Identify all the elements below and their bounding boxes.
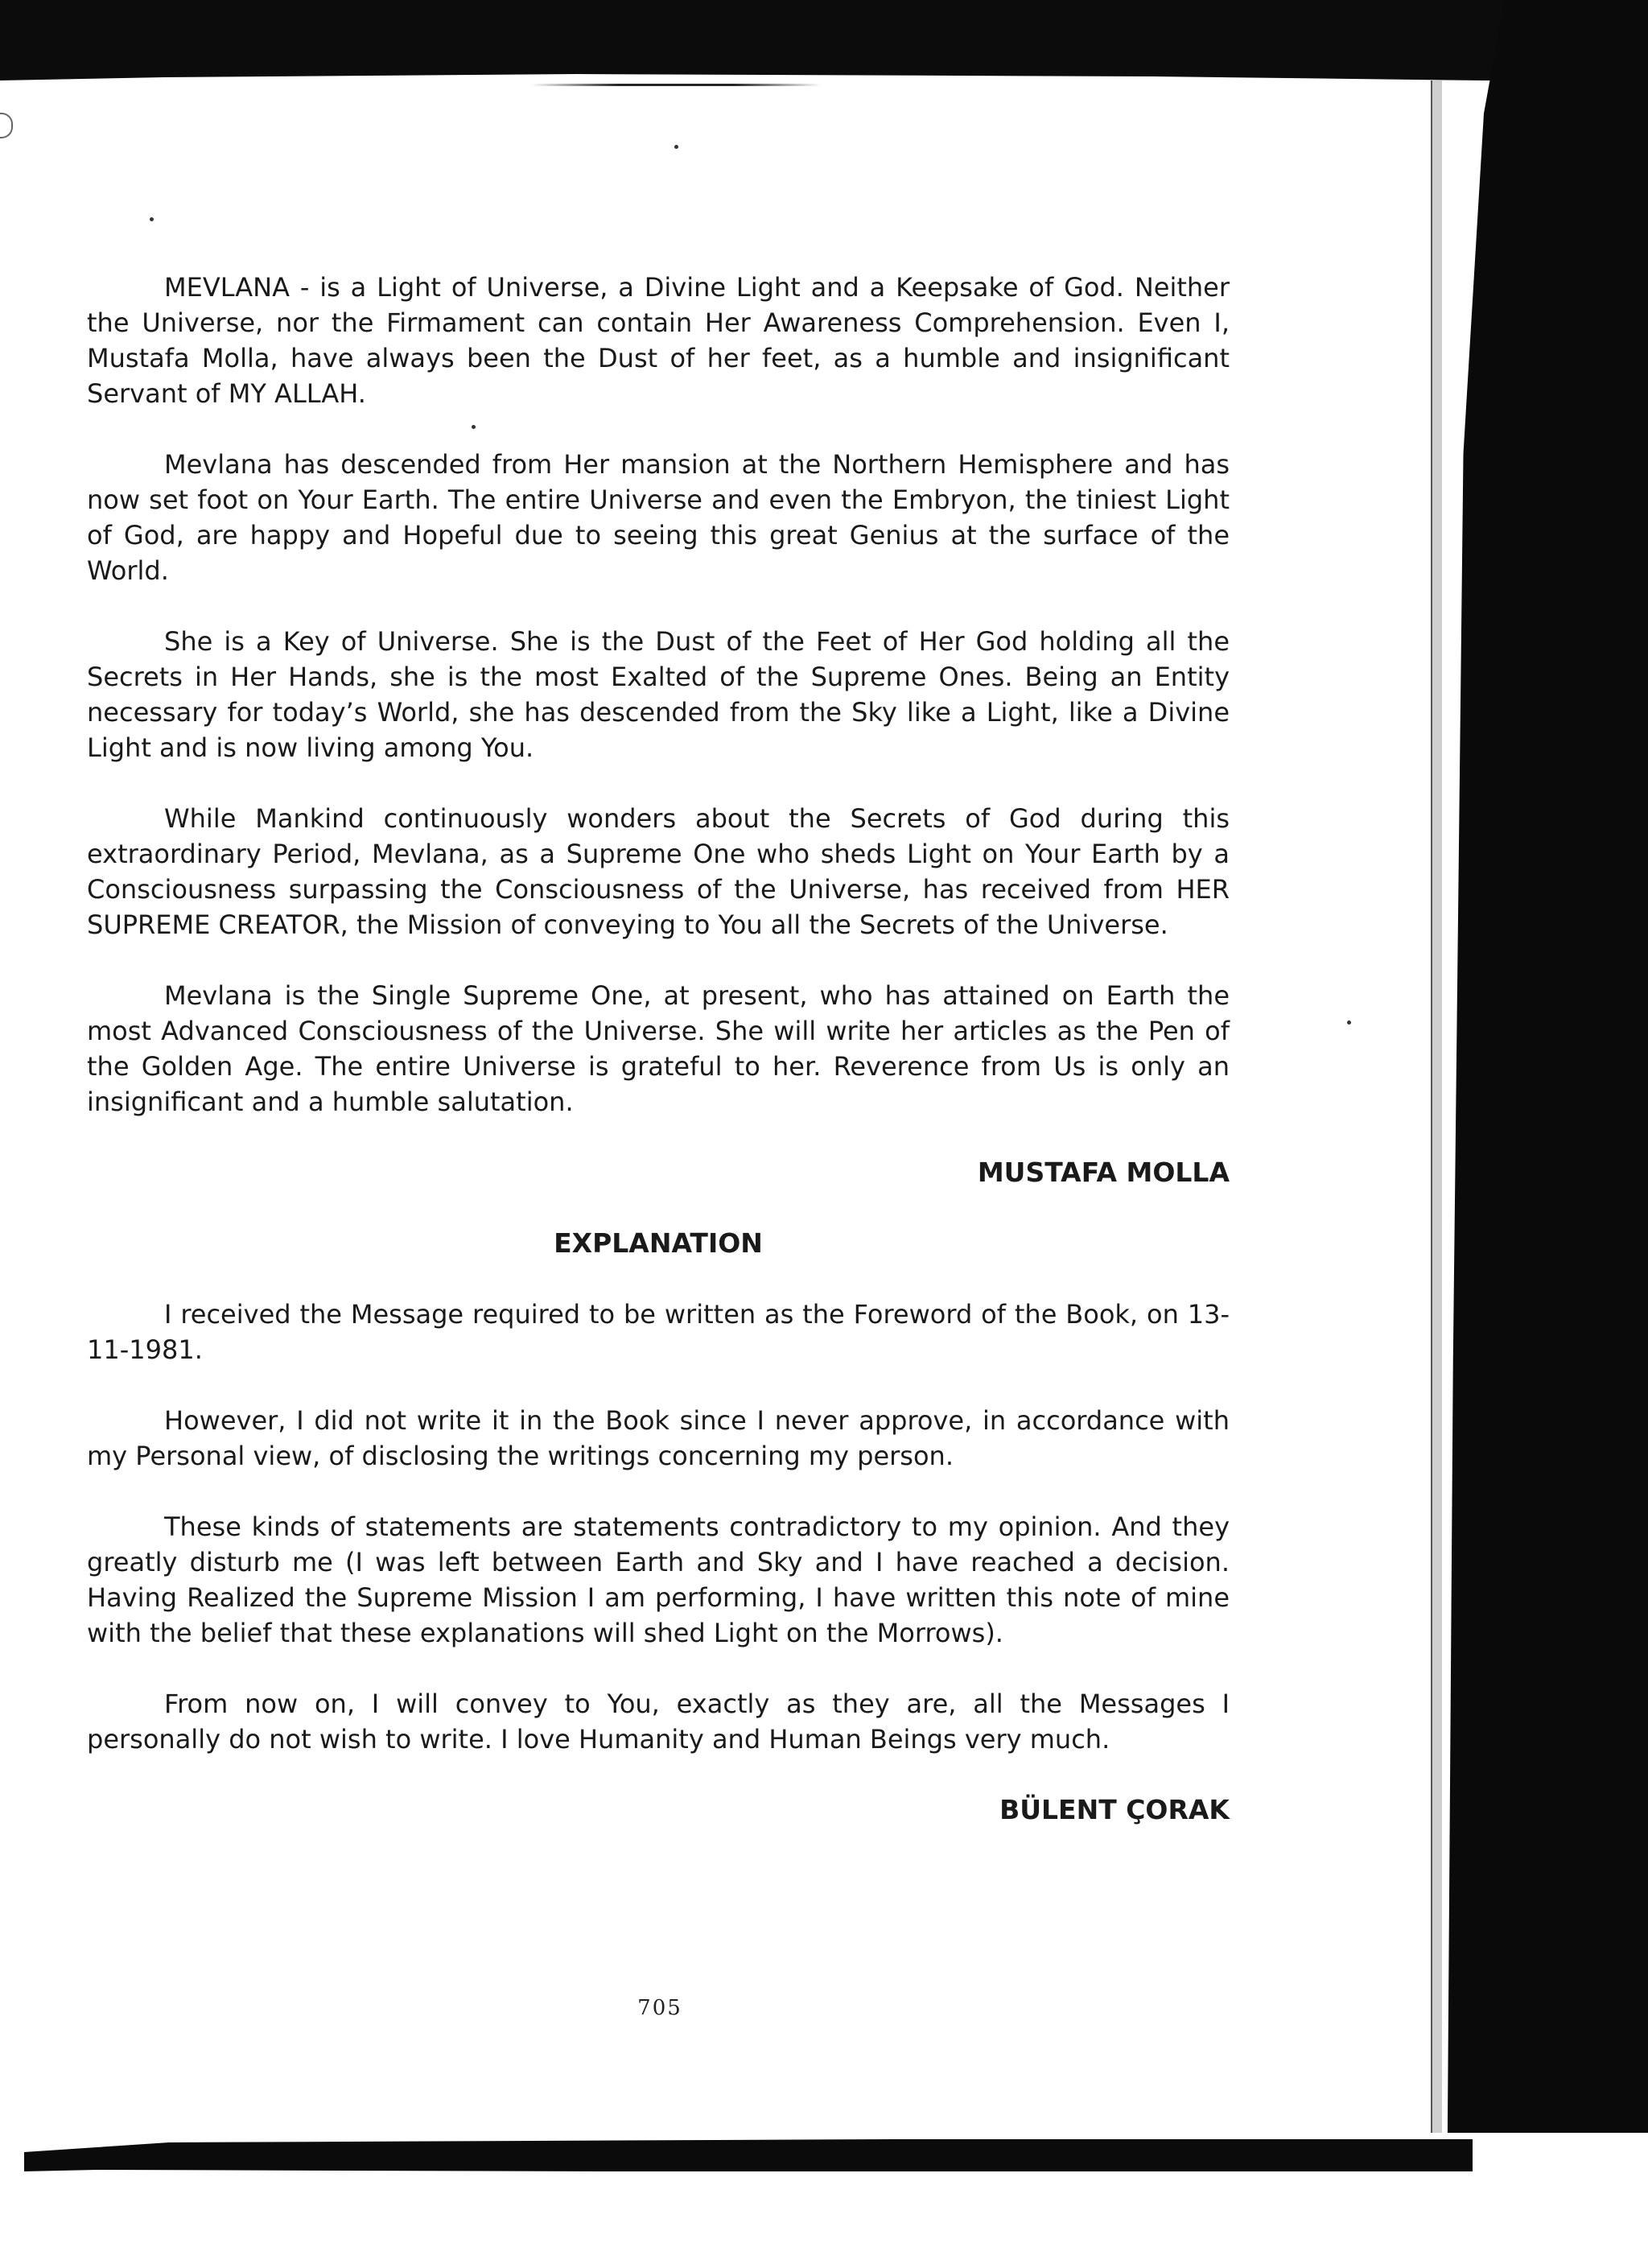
- scan-speck: [1347, 1021, 1351, 1025]
- explanation-paragraph: From now on, I will convey to You, exactly as they are, all the Messages I personally do not wish to write. I love Humanity and Human Beings very much.: [87, 1689, 1230, 1755]
- scan-left-mark: [0, 113, 13, 138]
- document-page: [87, 270, 1230, 1863]
- scan-bottom-border: [24, 2139, 1473, 2171]
- explanation-paragraph: These kinds of statements are statements contradictory to my opinion. And they greatly disturb me (I was left between Earth and Sky and I have reached a decision. Having Realized the Supreme Mission I am performing, I have written this note of mine with the belief that these explanations will shed Light on the Morrows).: [87, 1511, 1230, 1648]
- body-paragraph: Mevlana is the Single Supreme One, at present, who has attained on Earth the most Advanced Consciousness of the Universe. She will write her articles as the Pen of the Golden Age. The entire Universe is grateful to her. Reverence from Us is only an insignificant and a humble salutation.: [87, 980, 1230, 1117]
- page-number: 705: [637, 1996, 682, 2020]
- body-paragraph: She is a Key of Universe. She is the Dust of the Feet of Her God holding all the Secrets in Her Hands, she is the most Exalted of the Supreme Ones. Being an Entity necessary for today’s World, she has descended from the Sky like a Light, like a Divine Light and is now living among You.: [87, 626, 1230, 763]
- explanation-paragraph: However, I did not write it in the Book since I never approve, in accordance with my Personal view, of disclosing the writings concerning my person.: [87, 1405, 1230, 1471]
- scan-speck: [150, 217, 154, 221]
- body-paragraph: MEVLANA - is a Light of Universe, a Divine Light and a Keepsake of God. Neither the Universe, nor the Firmament can contain Her Awareness Comprehension. Even I, Mustafa Molla, have always been the Dust of her feet, as a humble and insignificant Servant of MY ALLAH.: [87, 272, 1230, 409]
- scan-right-strip: [1431, 80, 1442, 2141]
- body-paragraph: Mevlana has descended from Her mansion at the Northern Hemisphere and has now set foot on Your Earth. The entire Universe and even the Embryon, the tiniest Light of God, are happy and Hopeful due to seeing this great Genius at the surface of the World.: [87, 449, 1230, 586]
- scan-right-border: [1443, 0, 1648, 2268]
- scan-top-line: [531, 84, 821, 86]
- section-heading-explanation: EXPLANATION: [554, 1227, 763, 1259]
- body-paragraph: While Mankind continuously wonders about the Secrets of God during this extraordinary Period, Mevlana, as a Supreme One who sheds Light on Your Earth by a Consciousness surpassing the Consciousness of the Universe, has received from HER SUPREME CREATOR, the Mission of conveying to You all the Secrets of the Universe.: [87, 803, 1230, 940]
- scan-speck: [674, 145, 678, 149]
- signature-bulent-corak: BÜLENT ÇORAK: [999, 1794, 1230, 1825]
- signature-mustafa-molla: MUSTAFA MOLLA: [977, 1157, 1230, 1188]
- explanation-paragraph: I received the Message required to be written as the Foreword of the Book, on 13-11-1981.: [87, 1299, 1230, 1365]
- scan-top-border: [0, 0, 1648, 80]
